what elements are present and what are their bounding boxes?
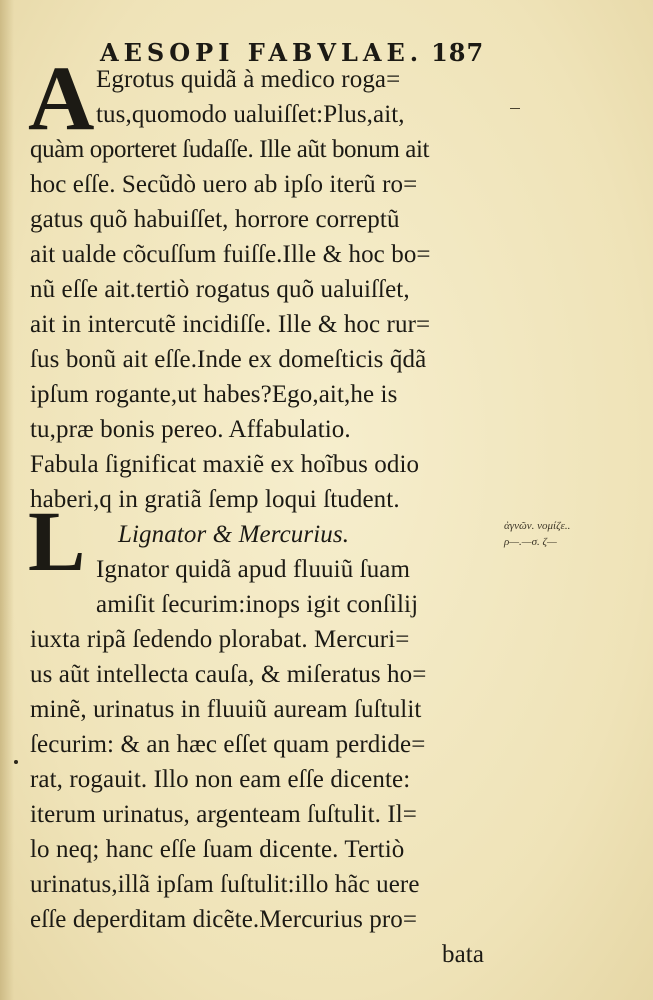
margin-dot [14,760,18,764]
margin-note-line: ἀγνῶν. νομίζε.. [504,520,571,532]
catchword: bata [442,941,485,968]
running-header [100,38,485,67]
text-line: quàm oporteret ſudaſſe. Ille aũt bonum ait [30,136,430,163]
margin-mark [510,108,520,109]
running-title: AESOPI FABVLAE. [100,38,424,67]
fable2-title: Lignator & Mercurius. [118,521,350,548]
text-line: Egrotus quidã à medico roga= [96,66,401,93]
text-line: iuxta ripã ſedendo plorabat. Mercuri= [30,626,410,653]
dropcap-a: A [28,47,95,149]
marginal-annotation [504,518,570,550]
text-line: urinatus,illã ipſam ſuſtulit:illo hãc uere [30,871,420,898]
text-line: ſecurim: & an hæc eſſet quam perdide= [30,731,426,758]
page-gutter-shadow [0,0,14,1000]
text-line: ipſum rogante,ut habes?Ego,ait,he is [30,381,398,408]
text-line: tu,præ bonis pereo. Affabulatio. [30,416,351,443]
text-line: gatus quõ habuiſſet, horrore correptũ [30,206,400,233]
text-line: ſus bonũ ait eſſe.Inde ex domeſticis q̃dã [30,346,427,373]
text-line: ait in intercutẽ incidiſſe. Ille & hoc rur= [30,311,431,338]
text-line: tus,quomodo ualuiſſet:Plus,ait, [96,101,405,128]
text-line: eſſe deperditam dicẽte.Mercurius pro= [30,906,418,933]
text-line: hoc eſſe. Secũdò uero ab ipſo iterũ ro= [30,171,418,198]
text-line: amiſit ſecurim:inops igit conſilij [96,591,419,618]
text-line: lo neq; hanc eſſe ſuam dicente. Tertiò [30,836,405,863]
text-line: minẽ, urinatus in fluuiũ auream ſuſtulit [30,696,422,723]
text-line: us aũt intellecta cauſa, & miſeratus ho= [30,661,427,688]
text-line: nũ eſſe ait.tertiò rogatus quõ ualuiſſet, [30,276,410,303]
text-line: Fabula ſignificat maxiẽ ex hoĩbus odio [30,451,420,478]
text-line: ait ualde cõcuſſum fuiſſe.Ille & hoc bo= [30,241,431,268]
text-line: Ignator quidã apud fluuiũ ſuam [96,556,411,583]
margin-note-line: ρ—.—σ. ζ— [504,536,557,548]
text-line: haberi,q in gratiã ſemp loqui ſtudent. [30,486,400,513]
text-line: iterum urinatus, argenteam ſuſtulit. Il= [30,801,417,828]
dropcap-l: L [28,493,86,589]
text-line: rat, rogauit. Illo non eam eſſe dicente: [30,766,411,793]
page-number: 187 [431,38,485,67]
